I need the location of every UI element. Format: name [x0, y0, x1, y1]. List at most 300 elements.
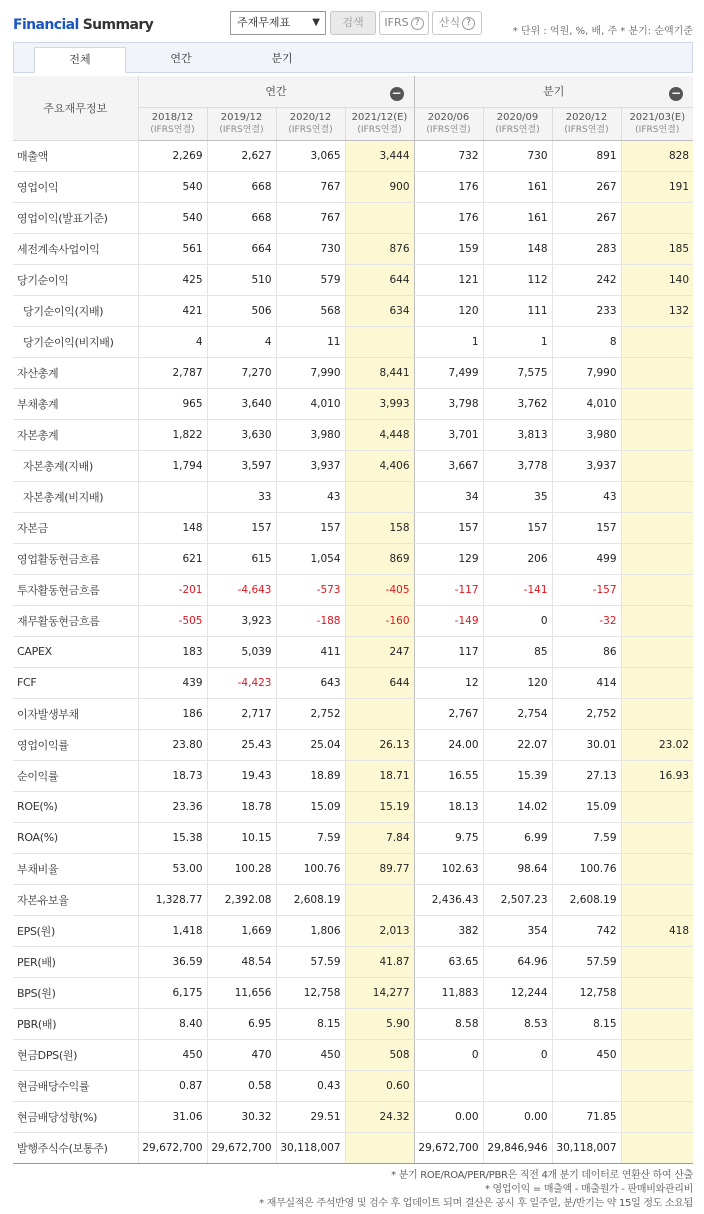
- table-cell: 100.28: [207, 853, 276, 884]
- table-row: [13, 946, 693, 977]
- table-cell: -505: [138, 605, 207, 636]
- table-cell: 0.00: [483, 1101, 552, 1132]
- table-cell: [345, 326, 414, 357]
- table-cell: 8.15: [552, 1008, 621, 1039]
- table-cell: 15.39: [483, 760, 552, 791]
- table-cell: 29,672,700: [414, 1132, 483, 1163]
- table-cell: 5.90: [345, 1008, 414, 1039]
- table-cell: [621, 326, 693, 357]
- table-cell: 71.85: [552, 1101, 621, 1132]
- table-cell: 186: [138, 698, 207, 729]
- table-cell: 6,175: [138, 977, 207, 1008]
- table-cell: [345, 698, 414, 729]
- table-cell: 470: [207, 1039, 276, 1070]
- table-cell: 23.36: [138, 791, 207, 822]
- table-cell: 41.87: [345, 946, 414, 977]
- table-cell: 11,656: [207, 977, 276, 1008]
- table-cell: 7.59: [276, 822, 345, 853]
- table-cell: 540: [138, 202, 207, 233]
- row-label: 영업이익(발표기준): [13, 202, 138, 233]
- row-label: 당기순이익(지배): [13, 295, 138, 326]
- column-basis: (IFRS연결): [150, 124, 195, 135]
- table-cell: 176: [414, 171, 483, 202]
- column-basis: (IFRS연결): [564, 124, 609, 135]
- table-cell: 1,054: [276, 543, 345, 574]
- column-header: [483, 107, 552, 140]
- table-cell: 4,010: [552, 388, 621, 419]
- table-cell: [345, 202, 414, 233]
- table-cell: 3,980: [552, 419, 621, 450]
- table-cell: 18.71: [345, 760, 414, 791]
- table-cell: [621, 450, 693, 481]
- search-button[interactable]: 검색: [330, 11, 376, 35]
- unit-note: * 단위 : 억원, %, 배, 주 * 분기: 순액기준: [512, 26, 693, 37]
- table-cell: 15.38: [138, 822, 207, 853]
- table-cell: 242: [552, 264, 621, 295]
- table-cell: 4,010: [276, 388, 345, 419]
- table-cell: 730: [276, 233, 345, 264]
- table-cell: 0.00: [414, 1101, 483, 1132]
- table-cell: 891: [552, 140, 621, 171]
- table-cell: 644: [345, 264, 414, 295]
- table-cell: -32: [552, 605, 621, 636]
- table-cell: 643: [276, 667, 345, 698]
- table-cell: 2,787: [138, 357, 207, 388]
- column-period: 2020/06: [427, 111, 470, 123]
- table-cell: 664: [207, 233, 276, 264]
- table-cell: 12,758: [552, 977, 621, 1008]
- row-label: 자산총계: [13, 357, 138, 388]
- table-cell: -201: [138, 574, 207, 605]
- table-cell: 510: [207, 264, 276, 295]
- table-cell: 1,328.77: [138, 884, 207, 915]
- table-cell: 157: [483, 512, 552, 543]
- table-cell: 7,990: [276, 357, 345, 388]
- formula-help-button[interactable]: [432, 11, 482, 35]
- table-cell: 11,883: [414, 977, 483, 1008]
- table-cell: 644: [345, 667, 414, 698]
- table-row: [13, 1008, 693, 1039]
- tab-all[interactable]: 전체: [34, 47, 126, 73]
- table-cell: 161: [483, 171, 552, 202]
- table-row: [13, 1070, 693, 1101]
- table-cell: 2,392.08: [207, 884, 276, 915]
- table-cell: 8: [552, 326, 621, 357]
- table-cell: 157: [207, 512, 276, 543]
- table-cell: 3,701: [414, 419, 483, 450]
- top-bar: [0, 0, 704, 44]
- table-cell: 2,507.23: [483, 884, 552, 915]
- column-period: 2020/12: [289, 111, 332, 123]
- table-row: [13, 357, 693, 388]
- table-cell: 43: [552, 481, 621, 512]
- table-cell: 30,118,007: [552, 1132, 621, 1163]
- table-cell: 24.32: [345, 1101, 414, 1132]
- table-cell: 3,762: [483, 388, 552, 419]
- table-cell: 1,669: [207, 915, 276, 946]
- table-row: [13, 1132, 693, 1163]
- table-cell: 111: [483, 295, 552, 326]
- table-cell: 31.06: [138, 1101, 207, 1132]
- row-label: 이자발생부채: [13, 698, 138, 729]
- table-cell: 12,244: [483, 977, 552, 1008]
- table-cell: 36.59: [138, 946, 207, 977]
- table-cell: 157: [276, 512, 345, 543]
- table-cell: 140: [621, 264, 693, 295]
- table-cell: 3,937: [552, 450, 621, 481]
- table-cell: 157: [414, 512, 483, 543]
- quarter-group-header: [414, 76, 693, 107]
- table-cell: 161: [483, 202, 552, 233]
- table-row: [13, 605, 693, 636]
- table-cell: 425: [138, 264, 207, 295]
- table-row: [13, 481, 693, 512]
- table-cell: 16.55: [414, 760, 483, 791]
- table-cell: -117: [414, 574, 483, 605]
- table-cell: [621, 1039, 693, 1070]
- table-cell: 18.89: [276, 760, 345, 791]
- column-header: [345, 107, 414, 140]
- table-cell: 148: [138, 512, 207, 543]
- table-cell: 2,013: [345, 915, 414, 946]
- table-cell: 16.93: [621, 760, 693, 791]
- row-label: BPS(원): [13, 977, 138, 1008]
- period-tabs: [13, 42, 693, 73]
- table-cell: [621, 636, 693, 667]
- table-cell: [621, 667, 693, 698]
- row-label: FCF: [13, 667, 138, 698]
- table-cell: 148: [483, 233, 552, 264]
- table-cell: 102.63: [414, 853, 483, 884]
- table-cell: 2,767: [414, 698, 483, 729]
- footnote: * 재무실적은 주석반영 및 검수 후 업데이트 되며 결산은 공시 후 일주일, 분/반기는 약 15일 정도 소요됨: [259, 1198, 693, 1209]
- table-cell: 450: [138, 1039, 207, 1070]
- table-row: [13, 729, 693, 760]
- table-cell: 112: [483, 264, 552, 295]
- table-cell: 2,436.43: [414, 884, 483, 915]
- table-cell: 8.15: [276, 1008, 345, 1039]
- row-label: 영업활동현금흐름: [13, 543, 138, 574]
- page-title: [13, 17, 153, 33]
- page-title-part1: Financial: [13, 17, 79, 33]
- table-cell: 965: [138, 388, 207, 419]
- column-header: [207, 107, 276, 140]
- column-period: 2021/12(E): [351, 111, 408, 123]
- table-cell: 450: [552, 1039, 621, 1070]
- table-cell: 5,039: [207, 636, 276, 667]
- table-cell: 3,778: [483, 450, 552, 481]
- table-cell: 26.13: [345, 729, 414, 760]
- table-cell: 418: [621, 915, 693, 946]
- table-row: [13, 698, 693, 729]
- table-cell: 3,993: [345, 388, 414, 419]
- table-cell: 828: [621, 140, 693, 171]
- table-cell: [621, 512, 693, 543]
- table-cell: 8,441: [345, 357, 414, 388]
- table-cell: 29,846,946: [483, 1132, 552, 1163]
- table-cell: [621, 1132, 693, 1163]
- table-cell: 421: [138, 295, 207, 326]
- statement-type-select[interactable]: [230, 11, 326, 35]
- table-cell: 11: [276, 326, 345, 357]
- table-cell: 1,794: [138, 450, 207, 481]
- table-cell: 19.43: [207, 760, 276, 791]
- table-cell: 354: [483, 915, 552, 946]
- table-cell: 63.65: [414, 946, 483, 977]
- table-cell: 3,667: [414, 450, 483, 481]
- row-label: 자본총계: [13, 419, 138, 450]
- table-cell: [621, 853, 693, 884]
- table-cell: [345, 1132, 414, 1163]
- row-label: 부채비율: [13, 853, 138, 884]
- row-label: 영업이익률: [13, 729, 138, 760]
- table-cell: 900: [345, 171, 414, 202]
- footnote: * 분기 ROE/ROA/PER/PBR은 직전 4개 분기 데이터로 연환산 하여 산출: [391, 1170, 693, 1181]
- table-cell: [621, 419, 693, 450]
- table-cell: [621, 698, 693, 729]
- column-header: [138, 107, 207, 140]
- table-cell: 206: [483, 543, 552, 574]
- column-header: [414, 107, 483, 140]
- table-cell: 3,980: [276, 419, 345, 450]
- table-cell: 57.59: [276, 946, 345, 977]
- table-cell: 4: [207, 326, 276, 357]
- table-cell: 8.40: [138, 1008, 207, 1039]
- table-cell: [138, 481, 207, 512]
- row-label: 세전계속사업이익: [13, 233, 138, 264]
- table-row: [13, 977, 693, 1008]
- table-row: [13, 419, 693, 450]
- table-cell: 0.58: [207, 1070, 276, 1101]
- table-cell: 3,813: [483, 419, 552, 450]
- table-cell: 29.51: [276, 1101, 345, 1132]
- row-label: 자본총계(지배): [13, 450, 138, 481]
- table-cell: 283: [552, 233, 621, 264]
- table-cell: 14.02: [483, 791, 552, 822]
- table-cell: 183: [138, 636, 207, 667]
- column-period: 2020/09: [496, 111, 539, 123]
- column-basis: (IFRS연결): [495, 124, 540, 135]
- table-cell: [621, 543, 693, 574]
- table-row: [13, 1039, 693, 1070]
- table-cell: [621, 202, 693, 233]
- table-row: [13, 326, 693, 357]
- table-cell: [621, 605, 693, 636]
- table-cell: 869: [345, 543, 414, 574]
- chevron-down-icon: ▼: [312, 17, 320, 28]
- table-row: [13, 822, 693, 853]
- table-row: [13, 388, 693, 419]
- table-cell: 439: [138, 667, 207, 698]
- table-cell: 1,806: [276, 915, 345, 946]
- table-cell: [621, 388, 693, 419]
- row-label: EPS(원): [13, 915, 138, 946]
- table-cell: 730: [483, 140, 552, 171]
- table-cell: 129: [414, 543, 483, 574]
- table-cell: 7.59: [552, 822, 621, 853]
- table-cell: 668: [207, 202, 276, 233]
- table-cell: 30.32: [207, 1101, 276, 1132]
- table-cell: 7,270: [207, 357, 276, 388]
- table-cell: 508: [345, 1039, 414, 1070]
- table-cell: -4,423: [207, 667, 276, 698]
- table-cell: 23.02: [621, 729, 693, 760]
- table-cell: 1,418: [138, 915, 207, 946]
- table-cell: 185: [621, 233, 693, 264]
- footnote: * 영업이익 = 매출액 - 매출원가 - 판매비와관리비: [484, 1184, 693, 1195]
- table-cell: 732: [414, 140, 483, 171]
- collapse-annual-icon[interactable]: −: [391, 86, 402, 100]
- table-cell: 29,672,700: [138, 1132, 207, 1163]
- table-cell: 120: [483, 667, 552, 698]
- table-cell: 25.04: [276, 729, 345, 760]
- table-cell: 382: [414, 915, 483, 946]
- column-period: 2018/12: [151, 111, 194, 123]
- table-row: [13, 543, 693, 574]
- table-cell: [621, 1101, 693, 1132]
- table-cell: 43: [276, 481, 345, 512]
- table-cell: 100.76: [552, 853, 621, 884]
- table-cell: 621: [138, 543, 207, 574]
- tab-quarter[interactable]: 분기: [271, 52, 293, 65]
- footnotes: [259, 1169, 693, 1211]
- table-row: [13, 636, 693, 667]
- table-cell: 1: [483, 326, 552, 357]
- table-row: [13, 884, 693, 915]
- column-header: [621, 107, 693, 140]
- table-cell: 568: [276, 295, 345, 326]
- table-row: [13, 760, 693, 791]
- table-cell: 157: [552, 512, 621, 543]
- table-cell: 98.64: [483, 853, 552, 884]
- table-cell: 2,717: [207, 698, 276, 729]
- table-cell: 117: [414, 636, 483, 667]
- table-cell: [621, 946, 693, 977]
- table-cell: 1: [414, 326, 483, 357]
- table-cell: 414: [552, 667, 621, 698]
- table-cell: 2,752: [552, 698, 621, 729]
- table-cell: 3,597: [207, 450, 276, 481]
- table-cell: 24.00: [414, 729, 483, 760]
- column-header: [552, 107, 621, 140]
- table-cell: 18.13: [414, 791, 483, 822]
- table-cell: 615: [207, 543, 276, 574]
- table-cell: -188: [276, 605, 345, 636]
- table-cell: 48.54: [207, 946, 276, 977]
- row-label: 자본총계(비지배): [13, 481, 138, 512]
- table-cell: 8.58: [414, 1008, 483, 1039]
- table-cell: 2,627: [207, 140, 276, 171]
- table-cell: [621, 791, 693, 822]
- quarter-group-label: 분기: [543, 85, 565, 99]
- table-cell: 6.99: [483, 822, 552, 853]
- table-cell: [621, 977, 693, 1008]
- table-cell: 34: [414, 481, 483, 512]
- table-cell: 0: [414, 1039, 483, 1070]
- column-basis: (IFRS연결): [635, 124, 680, 135]
- row-label: 재무활동현금흐름: [13, 605, 138, 636]
- table-cell: 1,822: [138, 419, 207, 450]
- table-cell: 634: [345, 295, 414, 326]
- page-title-part2: Summary: [82, 17, 154, 33]
- table-row: [13, 1101, 693, 1132]
- ifrs-help-button[interactable]: [379, 11, 429, 35]
- table-cell: 132: [621, 295, 693, 326]
- table-cell: -405: [345, 574, 414, 605]
- table-cell: 411: [276, 636, 345, 667]
- row-label: 발행주식수(보통주): [13, 1132, 138, 1163]
- row-label: 순이익률: [13, 760, 138, 791]
- table-cell: 89.77: [345, 853, 414, 884]
- table-cell: 14,277: [345, 977, 414, 1008]
- ifrs-label: IFRS: [384, 16, 409, 29]
- table-row: [13, 512, 693, 543]
- table-cell: 0.87: [138, 1070, 207, 1101]
- row-label: 현금DPS(원): [13, 1039, 138, 1070]
- table-cell: 2,752: [276, 698, 345, 729]
- table-cell: 25.43: [207, 729, 276, 760]
- table-cell: 668: [207, 171, 276, 202]
- table-cell: 7,575: [483, 357, 552, 388]
- table-cell: 561: [138, 233, 207, 264]
- annual-group-label: 연간: [265, 85, 287, 99]
- table-cell: 86: [552, 636, 621, 667]
- table-cell: 4: [138, 326, 207, 357]
- table-cell: -573: [276, 574, 345, 605]
- table-cell: [621, 481, 693, 512]
- financial-summary-table: [13, 76, 693, 1164]
- tab-annual[interactable]: 연간: [170, 52, 192, 65]
- table-cell: 742: [552, 915, 621, 946]
- collapse-quarter-icon[interactable]: −: [671, 86, 682, 100]
- table-cell: 53.00: [138, 853, 207, 884]
- table-cell: 158: [345, 512, 414, 543]
- table-row: [13, 915, 693, 946]
- table-cell: 3,630: [207, 419, 276, 450]
- table-cell: 35: [483, 481, 552, 512]
- table-cell: 27.13: [552, 760, 621, 791]
- row-label: 당기순이익(비지배): [13, 326, 138, 357]
- table-row: [13, 264, 693, 295]
- table-cell: 3,798: [414, 388, 483, 419]
- table-cell: 579: [276, 264, 345, 295]
- row-label: 부채총계: [13, 388, 138, 419]
- table-cell: 247: [345, 636, 414, 667]
- table-cell: 6.95: [207, 1008, 276, 1039]
- statement-type-value: 주재무제표: [237, 16, 291, 29]
- formula-label: 산식: [438, 16, 461, 29]
- corner-header: 주요재무정보: [13, 76, 138, 140]
- table-cell: 9.75: [414, 822, 483, 853]
- table-row: [13, 574, 693, 605]
- table-cell: 120: [414, 295, 483, 326]
- row-label: PER(배): [13, 946, 138, 977]
- table-cell: 64.96: [483, 946, 552, 977]
- table-cell: 57.59: [552, 946, 621, 977]
- table-cell: 4,448: [345, 419, 414, 450]
- table-cell: 499: [552, 543, 621, 574]
- row-label: ROE(%): [13, 791, 138, 822]
- table-row: [13, 450, 693, 481]
- column-basis: (IFRS연결): [357, 124, 402, 135]
- table-cell: 15.19: [345, 791, 414, 822]
- table-cell: [621, 884, 693, 915]
- table-cell: 4,406: [345, 450, 414, 481]
- annual-group-header: [138, 76, 414, 107]
- table-cell: 3,937: [276, 450, 345, 481]
- table-row: [13, 791, 693, 822]
- table-cell: 267: [552, 171, 621, 202]
